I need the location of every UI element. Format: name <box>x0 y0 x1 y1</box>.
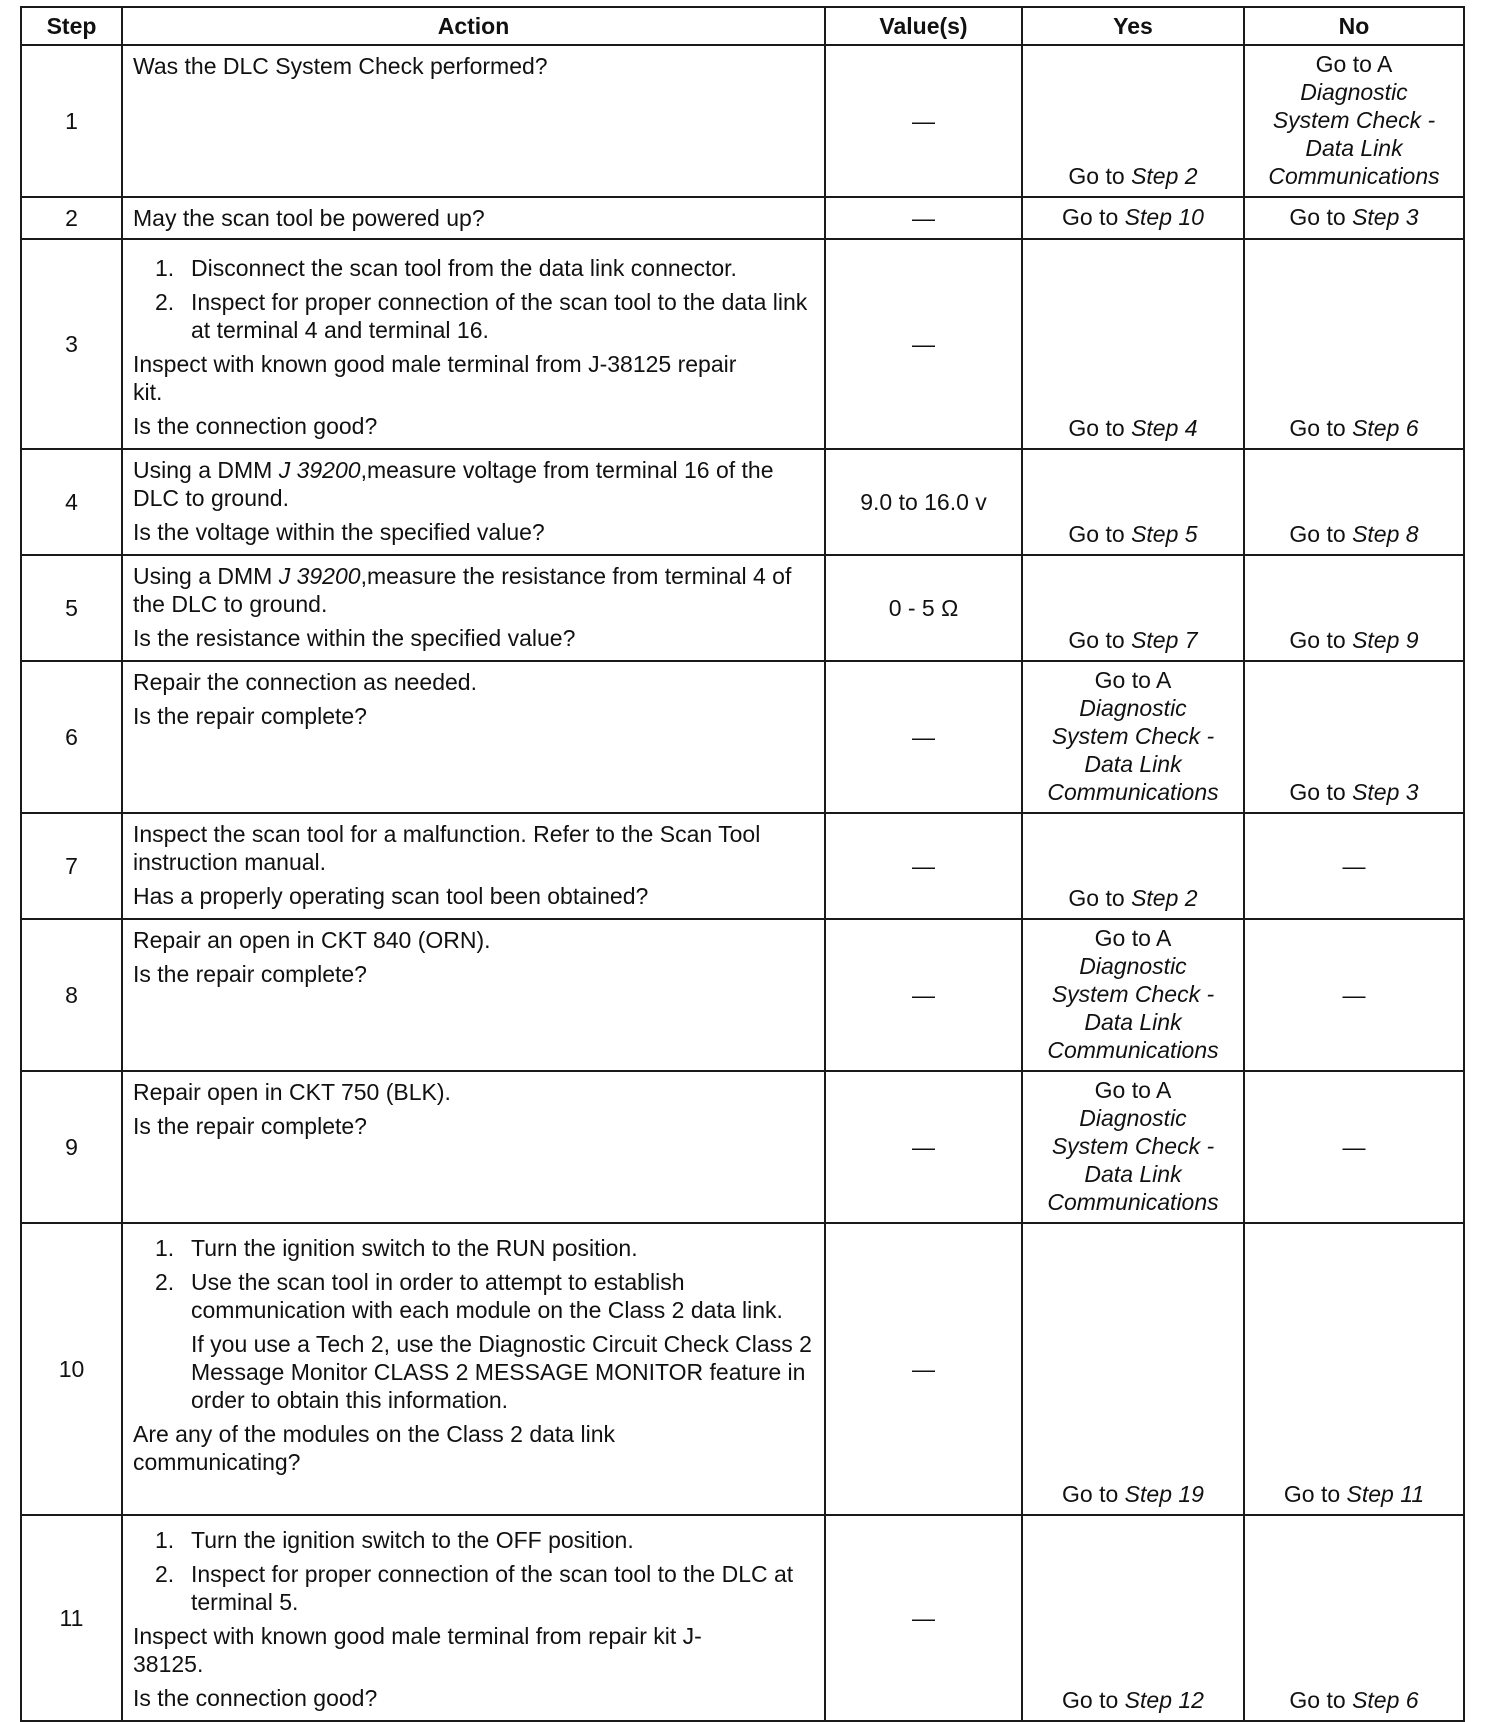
diagnostic-table <box>20 6 1465 1722</box>
no-cell: Go to Step 3 <box>1244 197 1464 239</box>
action-cell <box>122 919 825 1071</box>
action-list-item: 1. Disconnect the scan tool from the data link connector. <box>155 255 737 281</box>
step-number: 10 <box>21 1223 122 1515</box>
action-list-item: 2. Use the scan tool in order to attempt to establish communication with each module on the Class 2 data link. <box>155 1269 783 1323</box>
yes-cell: Go to Step 12 <box>1022 1515 1244 1721</box>
value-cell: — <box>825 239 1022 449</box>
value-cell: — <box>825 1515 1022 1721</box>
action-question: Are any of the modules on the Class 2 data link communicating? <box>133 1421 616 1475</box>
value-cell: — <box>825 919 1022 1071</box>
no-cell: Go to Step 8 <box>1244 449 1464 555</box>
action-question: Is the connection good? <box>133 1685 378 1711</box>
table-row <box>21 45 1464 197</box>
value-cell: — <box>825 1223 1022 1515</box>
yes-cell: Go to Step 2 <box>1022 813 1244 919</box>
action-question: May the scan tool be powered up? <box>133 205 485 231</box>
header-no: No <box>1244 7 1464 45</box>
action-instruction: Inspect the scan tool for a malfunction. Refer to the Scan Tool instruction manual. <box>133 821 761 875</box>
action-question: Is the repair complete? <box>133 1113 367 1139</box>
yes-cell: Go to Step 10 <box>1022 197 1244 239</box>
yes-cell: Go to Step 19 <box>1022 1223 1244 1515</box>
action-instruction: Using a DMM J 39200,measure the resistance from terminal 4 of the DLC to ground. <box>133 563 792 617</box>
table-row <box>21 239 1464 449</box>
step-number: 5 <box>21 555 122 661</box>
action-cell <box>122 1515 825 1721</box>
yes-cell: Go to Step 4 <box>1022 239 1244 449</box>
no-cell: Go to Step 6 <box>1244 239 1464 449</box>
value-cell: — <box>825 813 1022 919</box>
step-number: 2 <box>21 197 122 239</box>
action-sub-note: If you use a Tech 2, use the Diagnostic Circuit Check Class 2 Message Monitor CLASS 2 MESSAGE MONITOR feature in order to obtain this information. <box>191 1331 812 1413</box>
table-row <box>21 1071 1464 1223</box>
action-question: Is the repair complete? <box>133 961 367 987</box>
no-cell: Go to Step 3 <box>1244 661 1464 813</box>
action-note: Inspect with known good male terminal from repair kit J-38125. <box>133 1623 702 1677</box>
action-instruction: Repair open in CKT 750 (BLK). <box>133 1079 451 1105</box>
step-number: 9 <box>21 1071 122 1223</box>
value-cell: — <box>825 45 1022 197</box>
table-header-row <box>21 7 1464 45</box>
step-number: 3 <box>21 239 122 449</box>
diagnostic-table-document <box>20 6 1465 1722</box>
no-cell: — <box>1244 813 1464 919</box>
action-list-item: 2. Inspect for proper connection of the scan tool to the data link at terminal 4 and terminal 16. <box>155 289 808 343</box>
header-action: Action <box>122 7 825 45</box>
value-cell: 9.0 to 16.0 v <box>825 449 1022 555</box>
value-cell: — <box>825 197 1022 239</box>
step-number: 6 <box>21 661 122 813</box>
yes-cell: Go to Step 7 <box>1022 555 1244 661</box>
yes-cell: Go to A Diagnostic System Check - Data Link Communications <box>1022 1071 1244 1223</box>
action-question: Was the DLC System Check performed? <box>133 53 548 79</box>
table-row <box>21 813 1464 919</box>
table-row <box>21 449 1464 555</box>
step-number: 11 <box>21 1515 122 1721</box>
action-cell <box>122 1223 825 1515</box>
no-cell: Go to A Diagnostic System Check - Data Link Communications <box>1244 45 1464 197</box>
action-list-item: 1. Turn the ignition switch to the OFF position. <box>155 1527 634 1553</box>
action-cell <box>122 555 825 661</box>
action-cell <box>122 197 825 239</box>
yes-cell: Go to Step 2 <box>1022 45 1244 197</box>
table-row <box>21 661 1464 813</box>
step-number: 8 <box>21 919 122 1071</box>
step-number: 1 <box>21 45 122 197</box>
no-cell: Go to Step 11 <box>1244 1223 1464 1515</box>
table-row <box>21 919 1464 1071</box>
step-number: 4 <box>21 449 122 555</box>
yes-cell: Go to A Diagnostic System Check - Data Link Communications <box>1022 919 1244 1071</box>
header-yes: Yes <box>1022 7 1244 45</box>
header-values: Value(s) <box>825 7 1022 45</box>
value-cell: — <box>825 661 1022 813</box>
action-instruction: Repair the connection as needed. <box>133 669 477 695</box>
no-cell: Go to Step 9 <box>1244 555 1464 661</box>
action-cell <box>122 813 825 919</box>
action-cell <box>122 45 825 197</box>
table-row <box>21 555 1464 661</box>
action-question: Is the connection good? <box>133 413 378 439</box>
action-note: Inspect with known good male terminal from J-38125 repair kit. <box>133 351 737 405</box>
no-cell: — <box>1244 919 1464 1071</box>
action-question: Is the repair complete? <box>133 703 367 729</box>
action-instruction: Using a DMM J 39200,measure voltage from terminal 16 of the DLC to ground. <box>133 457 774 511</box>
action-list-item: 1. Turn the ignition switch to the RUN position. <box>155 1235 638 1261</box>
action-question: Is the resistance within the specified value? <box>133 625 576 651</box>
value-cell: — <box>825 1071 1022 1223</box>
step-number: 7 <box>21 813 122 919</box>
no-cell: Go to Step 6 <box>1244 1515 1464 1721</box>
table-row <box>21 1223 1464 1515</box>
yes-cell: Go to Step 5 <box>1022 449 1244 555</box>
table-row <box>21 197 1464 239</box>
header-step: Step <box>21 7 122 45</box>
action-cell <box>122 1071 825 1223</box>
yes-cell: Go to A Diagnostic System Check - Data Link Communications <box>1022 661 1244 813</box>
action-cell <box>122 661 825 813</box>
table-row <box>21 1515 1464 1721</box>
action-cell <box>122 449 825 555</box>
no-cell: — <box>1244 1071 1464 1223</box>
action-question: Is the voltage within the specified value? <box>133 519 545 545</box>
action-cell <box>122 239 825 449</box>
action-instruction: Repair an open in CKT 840 (ORN). <box>133 927 491 953</box>
action-question: Has a properly operating scan tool been obtained? <box>133 883 649 909</box>
value-cell: 0 - 5 Ω <box>825 555 1022 661</box>
action-list-item: 2. Inspect for proper connection of the scan tool to the DLC at terminal 5. <box>155 1561 794 1615</box>
